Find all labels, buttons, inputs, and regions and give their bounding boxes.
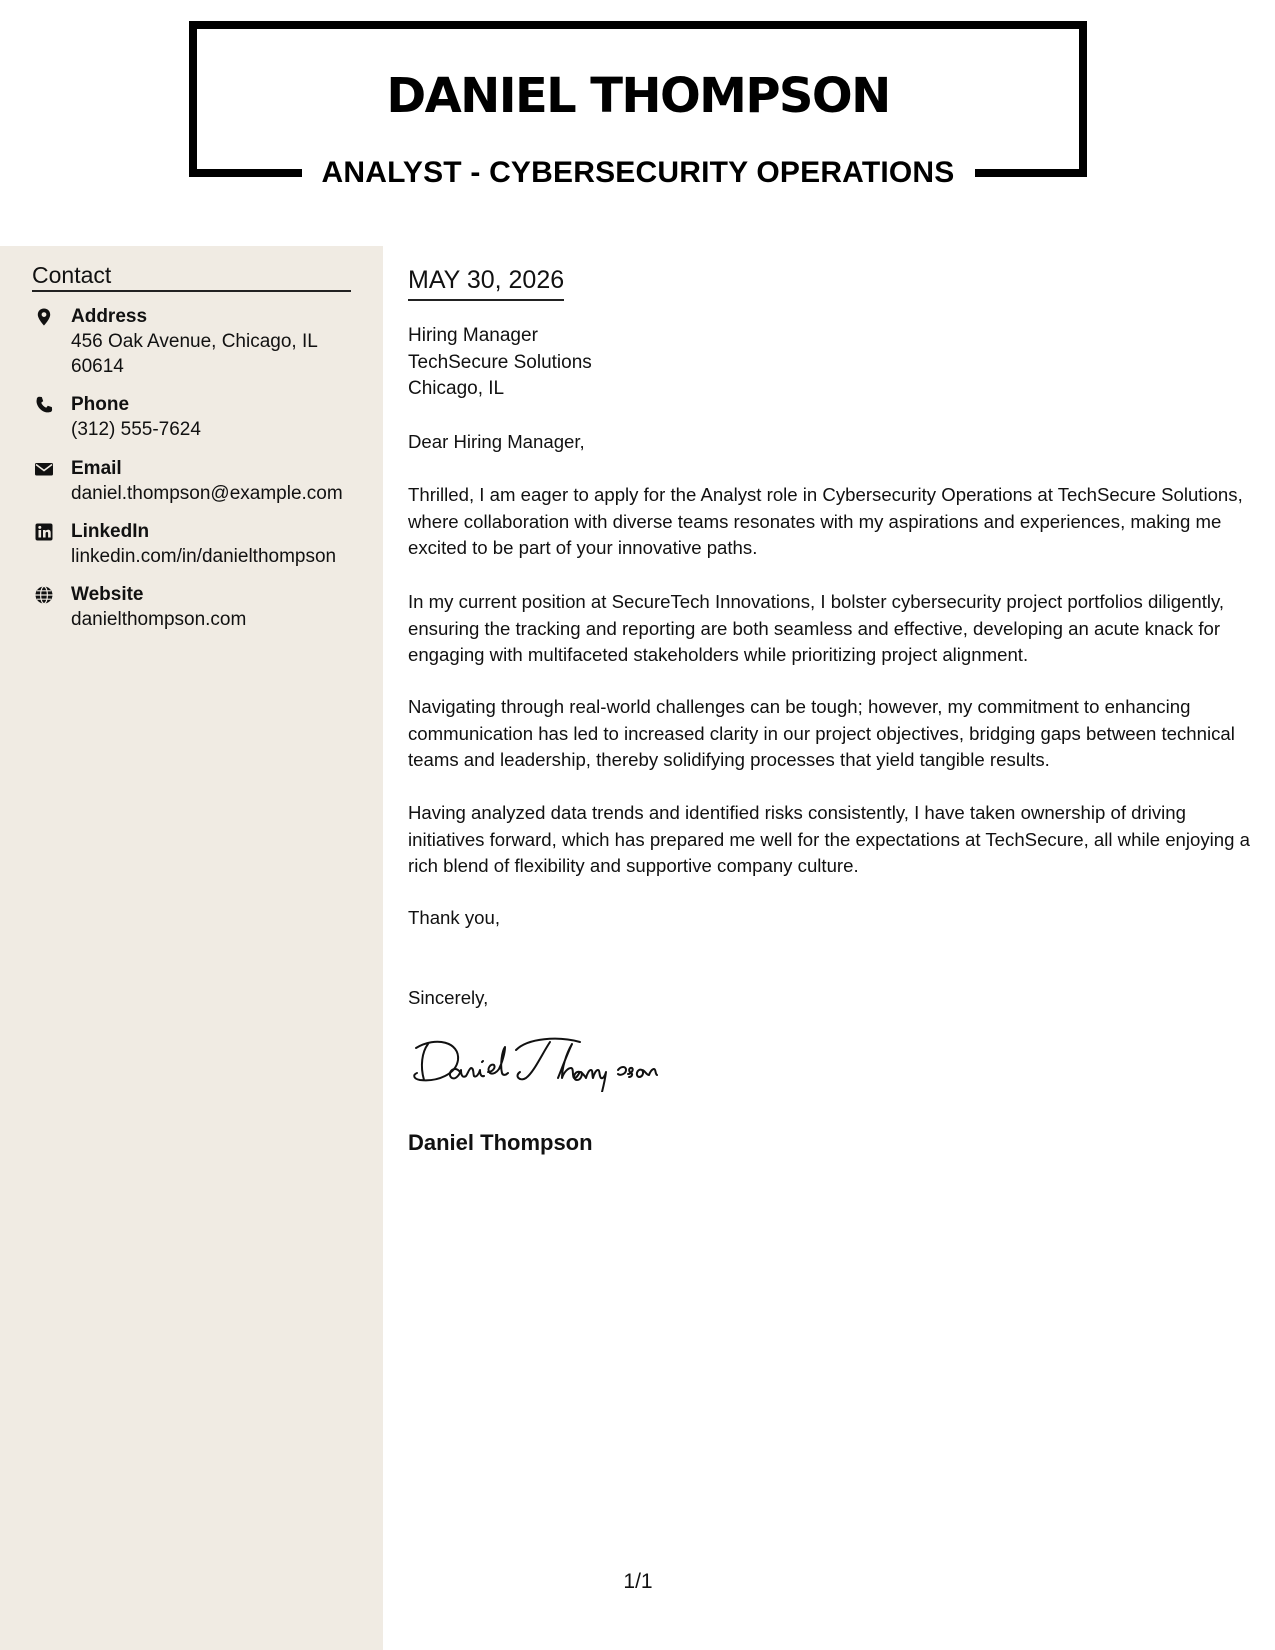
contact-label: Website <box>71 584 144 605</box>
linkedin-icon <box>34 522 54 542</box>
recipient-line: TechSecure Solutions <box>408 351 592 373</box>
job-title: ANALYST - CYBERSECURITY OPERATIONS <box>321 156 955 189</box>
letter-date: MAY 30, 2026 <box>408 264 564 301</box>
envelope-icon <box>34 459 54 479</box>
body-paragraph: Navigating through real-world challenges can be tough; however, my commitment to enhancing communication has led to increased clarity in our project objectives, bridging gaps between technical teams and leadership, thereby solidifying processes that yield tangible results. <box>408 696 1235 770</box>
recipient-line: Hiring Manager <box>408 325 538 346</box>
handwritten-signature <box>408 1032 678 1092</box>
contact-value-website: danielthompson.com <box>71 609 247 630</box>
contact-label: Email <box>71 458 122 479</box>
signer-name: Daniel Thompson <box>408 1130 593 1155</box>
recipient-block <box>408 323 592 403</box>
contact-label: Phone <box>71 394 130 415</box>
candidate-name: DANIEL THOMPSON <box>386 68 890 124</box>
contact-heading: Contact <box>32 262 351 292</box>
page-number: 1/1 <box>623 1570 653 1593</box>
phone-icon <box>34 395 54 415</box>
contact-value-address: 456 Oak Avenue, Chicago, IL 60614 <box>71 331 318 377</box>
recipient-line: Chicago, IL <box>408 378 505 399</box>
globe-icon <box>34 585 54 605</box>
contact-label: Address <box>71 306 148 327</box>
body-paragraph: Thrilled, I am eager to apply for the Analyst role in Cybersecurity Operations at TechSecure Solutions, where collaboration with diverse teams resonates with my aspirations and experiences, making me excited to be part of your innovative paths. <box>408 484 1243 558</box>
closing-thanks: Thank you, <box>408 907 500 928</box>
contact-label: LinkedIn <box>71 521 150 542</box>
body-paragraph: In my current position at SecureTech Innovations, I bolster cybersecurity project portfolios diligently, ensuring the tracking and reporting are both seamless and effective, developing an acute knack for engaging with multifaceted stakeholders while prioritizing project alignment. <box>408 591 1225 665</box>
body-paragraph: Having analyzed data trends and identified risks consistently, I have taken ownership of driving initiatives forward, which has prepared me well for the expectations at TechSecure, all while enjoying a rich blend of flexibility and supportive company culture. <box>408 802 1250 876</box>
salutation: Dear Hiring Manager, <box>408 431 585 452</box>
contact-value-email: daniel.thompson@example.com <box>71 483 343 504</box>
contact-value-phone: (312) 555-7624 <box>71 419 201 440</box>
contact-sidebar <box>0 246 383 1650</box>
contact-value-linkedin: linkedin.com/in/danielthompson <box>71 546 337 567</box>
closing-sincerely: Sincerely, <box>408 987 489 1008</box>
map-pin-icon <box>34 307 54 327</box>
